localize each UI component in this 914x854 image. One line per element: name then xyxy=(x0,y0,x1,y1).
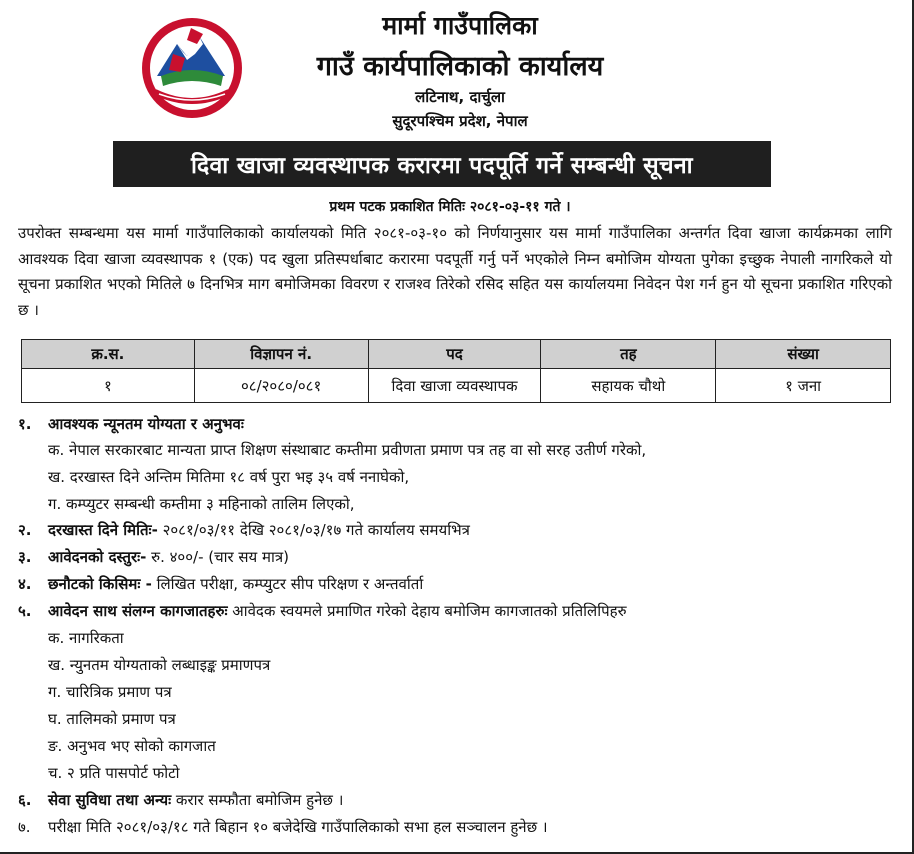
list-item: ख. दरखास्त दिने अन्तिम मितिमा १८ वर्ष पुरा भइ ३५ वर्ष ननाघेको, xyxy=(48,468,410,486)
cell-post: दिवा खाजा व्यवस्थापक xyxy=(368,369,541,403)
section-title: छनौटको किसिमः - xyxy=(48,575,152,593)
cell-serial: १ xyxy=(22,369,195,403)
office-subname: गाउँ कार्यपालिकाको कार्यालय xyxy=(316,51,604,82)
nepal-emblem-icon xyxy=(137,14,247,120)
vacancy-table xyxy=(21,339,891,403)
section-number: ५. xyxy=(18,602,32,620)
publish-date: प्रथम पटक प्रकाशित मितिः २०८१-०३-११ गते । xyxy=(329,199,571,215)
list-item: ङ. अनुभव भए सोको कागजात xyxy=(48,737,216,755)
section-text: २०८१/०३/११ देखि २०८१/०३/१७ गते कार्यालय समयभित्र xyxy=(157,521,470,539)
section-documents xyxy=(18,601,627,621)
section-selection xyxy=(18,574,423,594)
header-advert-no: विज्ञापन नं. xyxy=(194,340,368,369)
section-text: रु. ४००/- (चार सय मात्र) xyxy=(146,548,290,566)
section-text: परीक्षा मिति २०८१/०३/१८ गते बिहान १० बजेदेखि गाउँपालिकाको सभा हल सञ्चालन हुनेछ । xyxy=(48,818,548,836)
section-text: करार सम्फौता बमोजिम हुनेछ । xyxy=(171,791,344,809)
list-item: घ. तालिमको प्रमाण पत्र xyxy=(48,710,176,728)
list-item: क. नेपाल सरकारबाट मान्यता प्राप्त शिक्षण संस्थाबाट कम्तीमा प्रवीणता प्रमाण पत्र तह वा सो सरह उतीर्ण गरेको, xyxy=(48,441,647,459)
section-number: २. xyxy=(18,521,32,539)
table-header-row xyxy=(22,340,891,369)
section-title: दरखास्त दिने मितिः- xyxy=(48,521,158,539)
office-address-city: लटिनाथ, दार्चुला xyxy=(415,88,505,106)
list-item: ग. चारित्रिक प्रमाण पत्र xyxy=(48,683,172,701)
office-name: मार्मा गाउँपालिका xyxy=(382,11,538,40)
header-level: तह xyxy=(541,340,716,369)
intro-paragraph: उपरोक्त सम्बन्धमा यस मार्मा गाउँपालिकाको कार्यालयको मिति २०८१-०३-१० को निर्णयानुसार यस मार्मा गाउँपालिका अन्तर्गत दिवा खाजा कार्यक्रमका लागि आवश्यक दिवा खाजा व्यवस्थापक १ (एक) पद खुला प्रतिस्पर्धाबाट करारमा पदपूर्ती गर्नु पर्ने भएकोले निम्न बमोजिम योग्यता पुगेका इच्छुक नेपाली नागरिकले यो सूचना प्रकाशित भएको मितिले ७ दिनभित्र माग बमोजिमका विवरण र राजश्व तिरेको रसिद सहित यस कार्यालयमा निवेदन पेश गर्न हुन यो सूचना प्रकाशित गरिएको छ । xyxy=(18,224,892,319)
table-row xyxy=(22,369,891,403)
list-item: ग. कम्प्युटर सम्बन्धी कम्तीमा ३ महिनाको तालिम लिएको, xyxy=(48,495,355,513)
section-number: ४. xyxy=(18,575,32,593)
office-address-province: सुदूरपश्चिम प्रदेश, नेपाल xyxy=(392,112,528,130)
title-banner xyxy=(113,141,771,187)
section-number: १. xyxy=(18,415,32,433)
cell-count: १ जना xyxy=(716,369,891,403)
header-serial: क्र.स. xyxy=(22,340,195,369)
section-title: आवश्यक न्यूनतम योग्यता र अनुभवः xyxy=(48,415,244,433)
section-application-date xyxy=(18,520,470,540)
notice-title: दिवा खाजा व्यवस्थापक करारमा पदपूर्ति गर्ने सम्बन्धी सूचना xyxy=(191,153,693,179)
section-number: ३. xyxy=(18,548,32,566)
header-count: संख्या xyxy=(716,340,891,369)
section-number: ६. xyxy=(18,791,32,809)
header-post: पद xyxy=(368,340,541,369)
list-item: ख. न्युनतम योग्यताको लब्धाइङ्क प्रमाणपत्र xyxy=(48,656,271,674)
section-title: आवेदन साथ संलग्न कागजातहरुः xyxy=(48,602,228,620)
list-item: च. २ प्रति पासपोर्ट फोटो xyxy=(48,764,180,782)
section-fee xyxy=(18,547,289,567)
section-exam-date xyxy=(18,817,548,837)
section-text: आवेदक स्वयमले प्रमाणित गरेको देहाय बमोजिम कागजातको प्रतिलिपिहरु xyxy=(227,602,627,620)
cell-level: सहायक चौथो xyxy=(541,369,716,403)
section-qualification xyxy=(18,414,244,434)
list-item: क. नागरिकता xyxy=(48,629,124,647)
section-title: आवेदनको दस्तुरः- xyxy=(48,548,147,566)
section-number: ७. xyxy=(18,818,31,836)
section-text: लिखित परीक्षा, कम्प्युटर सीप परिक्षण र अन्तर्वार्ता xyxy=(151,575,424,593)
cell-advert-no: ०८/२०८०/०८१ xyxy=(194,369,368,403)
section-facilities xyxy=(18,790,343,810)
section-title: सेवा सुविधा तथा अन्यः xyxy=(48,791,172,809)
